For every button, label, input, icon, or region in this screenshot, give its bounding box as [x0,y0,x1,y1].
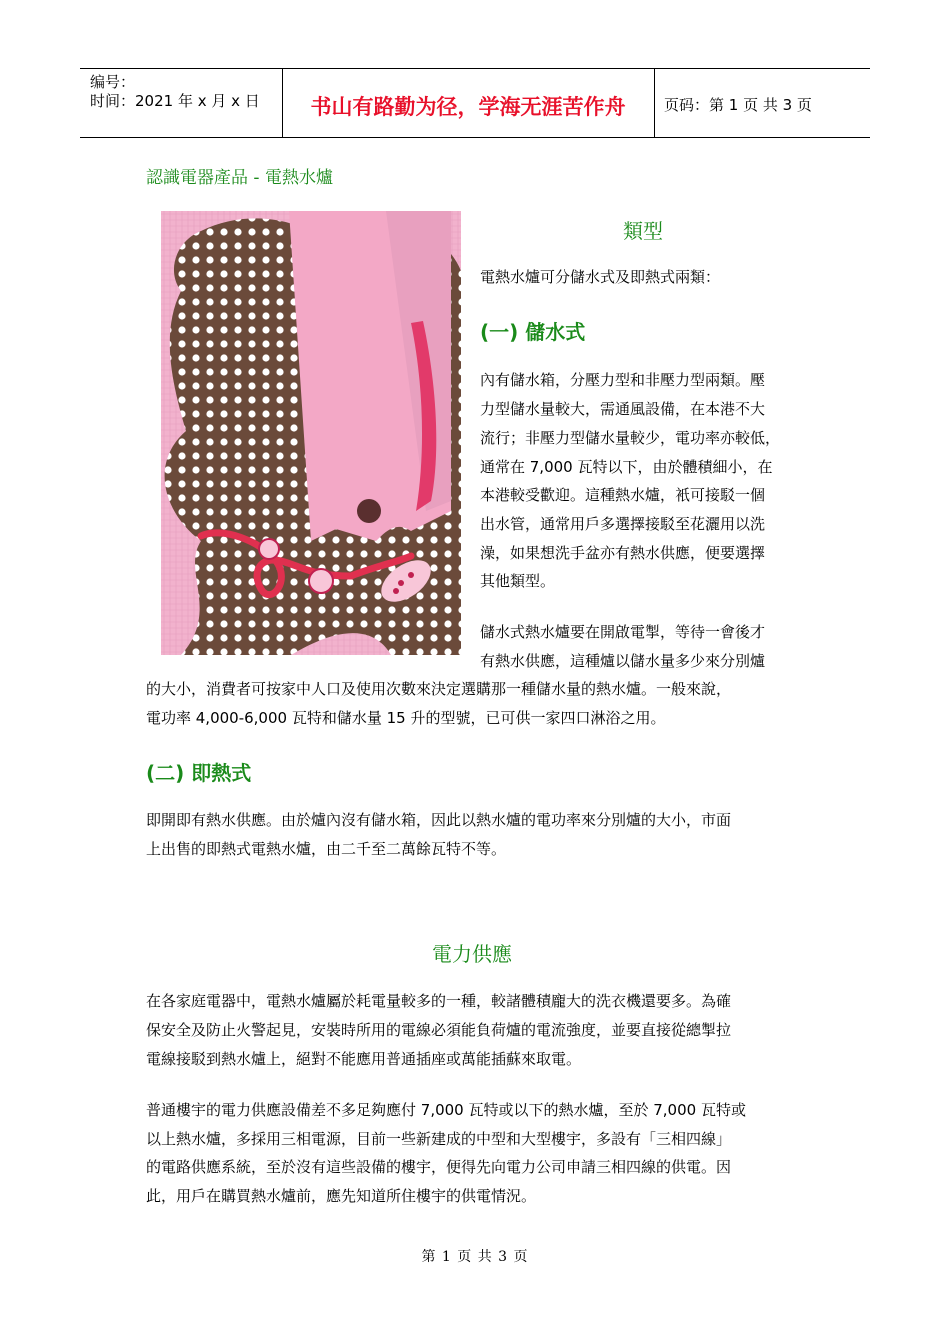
time-label: 时间：2021 年 x 月 x 日 [90,92,260,110]
number-label: 编号： [90,73,136,91]
text-line: 在各家庭電器中，電熱水爐屬於耗電量較多的一種，較諸體積龐大的洗衣機還要多。為確 [146,992,732,1010]
text-line: 有熱水供應，這種爐以儲水量多少來分別爐 [480,652,766,670]
water-heater-illustration [161,211,461,655]
text-line: 的電路供應系統，至於沒有這些設備的樓宇，便得先向電力公司申請三相四線的供電。因 [146,1158,732,1176]
text-line: 通常在 7,000 瓦特以下，由於體積細小，在 [480,458,773,476]
text-line: 以上熱水爐，多採用三相電源，目前一些新建成的中型和大型樓宇，多設有「三相四線」 [146,1130,732,1148]
header-cell-right [654,69,870,137]
text-line: 此，用戶在購買熱水爐前，應先知道所住樓宇的供電情況。 [146,1187,537,1205]
motto-text: 书山有路勤为径，学海无涯苦作舟 [310,94,626,119]
text-line: 其他類型。 [480,572,556,590]
text-line: 保安全及防止火警起見，安裝時所用的電線必須能負荷爐的電流強度，並要直接從總掣拉 [146,1021,732,1039]
storage-heading-text: (一) 儲水式 [480,320,586,344]
instant-heading [146,757,251,786]
storage-heading [480,316,585,345]
text-line: 力型儲水量較大，需通風設備，在本港不大 [480,400,766,418]
text-line: 上出售的即熱式電熱水爐，由二千至二萬餘瓦特不等。 [146,840,507,858]
text-line: 普通樓宇的電力供應設備差不多足夠應付 7,000 瓦特或以下的熱水爐，至於 7,000 瓦特或 [146,1101,746,1119]
types-intro: 電熱水爐可分儲水式及即熱式兩類： [480,268,721,286]
text-line: 的大小，消費者可按家中人口及使用次數來決定選購那一種儲水量的熱水爐。一般來說， [146,680,732,698]
document-title: 認識電器產品 - 電熱水爐 [146,168,333,188]
text-line: 本港較受歡迎。這種熱水爐，衹可接駁一個 [480,486,766,504]
page-footer: 第 1 页 共 3 页 [421,1249,529,1265]
text-line: 流行；非壓力型儲水量較少，電功率亦較低， [480,429,781,447]
text-line: 即開即有熱水供應。由於爐內沒有儲水箱，因此以熱水爐的電功率來分別爐的大小，市面 [146,811,732,829]
text-line: 出水管，通常用戶多選擇接駁至花灑用以洗 [480,515,766,533]
power-supply-heading: 電力供應 [432,942,512,966]
types-heading: 類型 [623,219,663,243]
text-line: 電功率 4,000-6,000 瓦特和儲水量 15 升的型號，已可供一家四口淋浴之用。 [146,709,666,727]
text-line: 內有儲水箱，分壓力型和非壓力型兩類。壓 [480,371,766,389]
text-line: 電線接駁到熱水爐上，絕對不能應用普通插座或萬能插蘇來取電。 [146,1050,582,1068]
text-line: 儲水式熱水爐要在開啟電掣，等待一會後才 [480,623,766,641]
text-line: 澡，如果想洗手盆亦有熱水供應，便要選擇 [480,544,766,562]
header-cell-center [282,69,655,137]
instant-heading-text: (二) 即熱式 [146,761,252,785]
page-label: 页码：第 1 页 共 3 页 [664,96,812,114]
header-table [80,68,870,138]
header-cell-left [80,69,283,137]
